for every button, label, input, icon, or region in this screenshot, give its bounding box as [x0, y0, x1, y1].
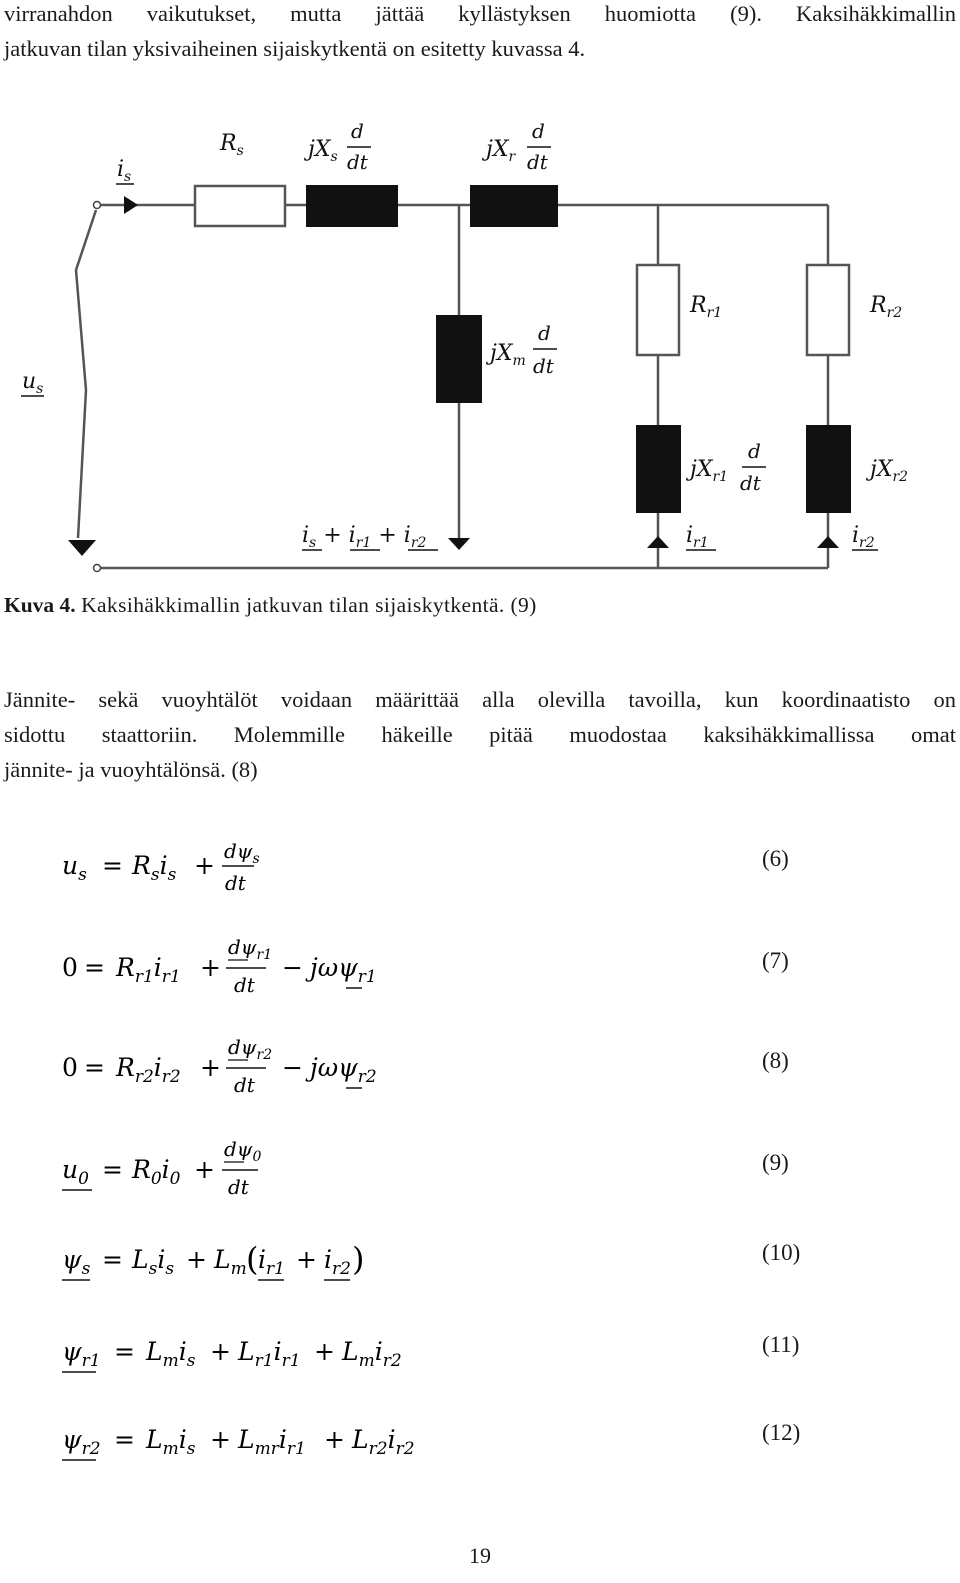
svg-text:Lm: $L_m$ [214, 1245, 247, 1279]
equation-7-number: (7) [762, 948, 789, 973]
svg-text:Lmis: $L_mi_s$ [146, 1425, 196, 1459]
body-line-3: jännite- ja vuoyhtälönsä. (8) [4, 757, 258, 782]
svg-text:Lr1ir1: $L_{r1}i_{r1}$ [238, 1337, 301, 1371]
svg-text:R0i0: $R_0i_0$ [132, 1155, 181, 1189]
svg-text:0: 0 [62, 1053, 78, 1082]
svg-text:=: = [102, 851, 123, 880]
svg-text:Lmrir1: $L_{mr}i_{r1}$ [238, 1425, 306, 1459]
svg-text:dψr1: $d\psi_{r1}$ [228, 935, 273, 963]
equation-6-number: (6) [762, 846, 789, 871]
svg-text:ψr1: $\psi_{r1}$ [62, 1337, 101, 1371]
intro-line-2: jatkuvan tilan yksivaiheinen sijaiskytkentä on esitetty kuvassa 4. [4, 36, 586, 61]
body-line-2: sidottu staattoriin. Molemmille häkeille pitää muodostaa kaksihäkkimallissa omat [4, 722, 956, 747]
equation-11-math [62, 1318, 482, 1388]
equation-11 [62, 1318, 922, 1388]
label-jxs-dt: dt [347, 150, 368, 174]
svg-text:Lr2ir2: $L_{r2}i_{r2}$ [352, 1425, 415, 1459]
equation-12-math [62, 1406, 482, 1476]
label-is: $i_s$ [117, 157, 132, 185]
equation-12-number: (12) [762, 1420, 801, 1445]
label-jxm: $jX_m$ [490, 341, 526, 369]
equation-9-math [62, 1136, 362, 1206]
intro-line-1: virranahdon vaikutukset, mutta jättää kyllästyksen huomiotta (9). Kaksihäkkimallin [4, 1, 956, 26]
current-arrow-ir2 [817, 536, 839, 548]
input-terminal-top [94, 202, 101, 209]
equation-6-math [62, 832, 362, 902]
svg-text:(: ( [246, 1240, 259, 1278]
label-jxr1: $jX_{r1}$ [690, 457, 729, 485]
equation-6 [62, 832, 922, 902]
svg-text:+: + [210, 1337, 231, 1366]
label-ir2: $i_{r2}$ [852, 523, 875, 551]
inductor-jxm [436, 315, 482, 403]
equivalent-circuit-diagram [0, 100, 909, 580]
label-ir1: $i_{r1}$ [686, 523, 709, 551]
label-us: $u_s$ [22, 369, 44, 397]
equation-9 [62, 1136, 922, 1206]
svg-text:+: + [194, 851, 215, 880]
svg-text:−: − [282, 1053, 303, 1082]
input-terminal-bottom [94, 565, 101, 572]
label-jxm-d: d [538, 321, 551, 345]
label-jxr-d: d [532, 119, 545, 143]
svg-text:): ) [352, 1240, 365, 1278]
label-jxm-dt: dt [533, 354, 554, 378]
svg-text:+: + [186, 1245, 207, 1274]
resistor-rr1 [637, 265, 679, 355]
svg-text:=: = [102, 1245, 123, 1274]
page-number: 19 [469, 1543, 491, 1568]
svg-text:ir2: $i_{r2}$ [324, 1245, 351, 1279]
svg-text:Rsis: $R_si_s$ [132, 851, 177, 885]
svg-text:Rr2ir2: $R_{r2}i_{r2}$ [116, 1053, 181, 1087]
equation-10-math [62, 1226, 462, 1296]
figure-caption-label: Kuva 4. [4, 593, 76, 617]
equation-7 [62, 934, 922, 1004]
label-jxr2: $jX_{r2}$ [870, 457, 909, 485]
label-jxr1-d: d [748, 439, 761, 463]
equation-8 [62, 1034, 922, 1104]
equation-8-math [62, 1034, 462, 1104]
voltage-arrow-us [68, 540, 96, 556]
svg-text:dt: dt [225, 871, 246, 895]
label-jxr1-dt: dt [740, 471, 761, 495]
svg-text:+: + [210, 1425, 231, 1454]
svg-text:+: + [200, 1053, 221, 1082]
svg-text:=: = [84, 1053, 105, 1082]
svg-text:+: + [200, 953, 221, 982]
label-current-sum: $i_s$ + $i_{r1}$ + $i_{r2}$ [302, 523, 427, 551]
inductor-jxs [306, 185, 398, 227]
svg-text:dt: dt [234, 973, 255, 997]
svg-text:jωψr1: jωψ$_{r1}$ [310, 953, 377, 987]
svg-text:Lmir2: $L_mi_{r2}$ [342, 1337, 402, 1371]
svg-text:+: + [296, 1245, 317, 1274]
svg-text:0: 0 [62, 953, 78, 982]
svg-text:ir1: $i_{r1}$ [258, 1245, 285, 1279]
equation-11-number: (11) [762, 1332, 800, 1357]
body-line-1: Jännite- sekä vuoyhtälöt voidaan määrittää alla olevilla tavoilla, kun koordinaatisto on [4, 687, 956, 712]
svg-text:=: = [102, 1155, 123, 1184]
label-jxr: $jX_r$ [486, 137, 516, 165]
figure-caption-text: Kaksihäkkimallin jatkuvan tilan sijaiskytkentä. (9) [81, 593, 537, 617]
equation-10 [62, 1226, 922, 1296]
label-rs: $R_s$ [220, 131, 244, 159]
svg-text:dt: dt [228, 1175, 249, 1199]
intro-paragraph [4, 0, 956, 66]
current-arrow-is [124, 196, 138, 214]
svg-text:Lmis: $L_mi_s$ [146, 1337, 196, 1371]
resistor-rr2 [807, 265, 849, 355]
current-arrow-sum [448, 538, 470, 550]
inductor-jxr [470, 185, 558, 227]
svg-text:=: = [84, 953, 105, 982]
equation-12 [62, 1406, 922, 1476]
svg-text:+: + [324, 1425, 345, 1454]
equation-7-math [62, 934, 462, 1004]
svg-text:dψ0: $d\psi_0$ [224, 1137, 262, 1165]
svg-text:+: + [194, 1155, 215, 1184]
svg-text:=: = [114, 1425, 135, 1454]
inductor-jxr1 [636, 425, 681, 513]
svg-text:u0: $u_0$ [62, 1155, 89, 1189]
svg-text:dψs: $d\psi_s$ [224, 839, 260, 867]
label-jxr-dt: dt [527, 150, 548, 174]
svg-text:ψs: $\psi_s$ [62, 1245, 91, 1279]
svg-text:dψr2: $d\psi_{r2}$ [228, 1035, 273, 1063]
equation-8-number: (8) [762, 1048, 789, 1073]
current-arrow-ir1 [647, 536, 669, 548]
resistor-rs [195, 186, 285, 226]
svg-text:−: − [282, 953, 303, 982]
label-rr2: $R_{r2}$ [870, 293, 903, 321]
inductor-jxr2 [806, 425, 851, 513]
body-paragraph [4, 682, 956, 787]
svg-text:us: $u_s$ [62, 851, 87, 885]
svg-text:Rr1ir1: $R_{r1}i_{r1}$ [116, 953, 181, 987]
label-jxs: $jX_s$ [308, 137, 338, 165]
svg-text:jωψr2: jωψ$_{r2}$ [310, 1053, 377, 1087]
equation-9-number: (9) [762, 1150, 789, 1175]
svg-text:dt: dt [234, 1073, 255, 1097]
svg-text:+: + [314, 1337, 335, 1366]
svg-text:Lsis: $L_si_s$ [132, 1245, 175, 1279]
figure-caption [4, 593, 537, 618]
svg-text:=: = [114, 1337, 135, 1366]
label-jxs-d: d [351, 119, 364, 143]
label-rr1: $R_{r1}$ [690, 293, 723, 321]
svg-text:ψr2: $\psi_{r2}$ [62, 1425, 101, 1459]
equation-10-number: (10) [762, 1240, 801, 1265]
